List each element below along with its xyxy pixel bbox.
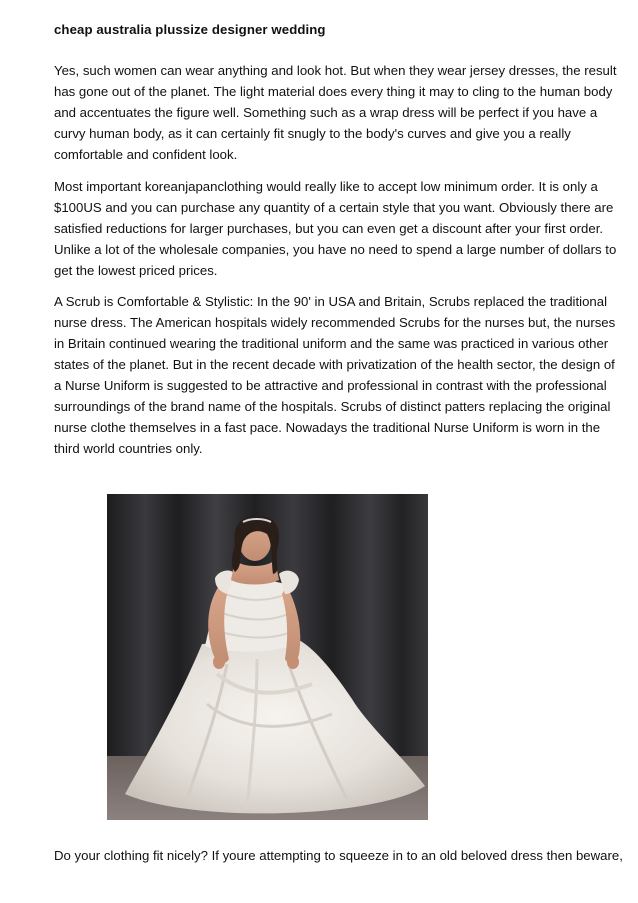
text-line: surroundings of the brand name of the hospitals. Scrubs of distinct patters replacing the original bbox=[54, 399, 611, 414]
text-line: states of the planet. But in the recent decade with privatization of the health sector, the design of bbox=[54, 357, 615, 372]
paragraph-4 bbox=[54, 845, 623, 866]
text-line: a Nurse Uniform is suggested to be attractive and professional in contrast with the professional bbox=[54, 378, 607, 393]
paragraph-3 bbox=[54, 291, 614, 459]
text-line: Most important koreanjapanclothing would really like to accept low minimum order. It is only a bbox=[54, 179, 598, 194]
text-line: in Britain continued wearing the traditional uniform and the same was practiced in various other bbox=[54, 336, 609, 351]
text-line: $100US and you can purchase any quantity of a certain style that you want. Obviously there are bbox=[54, 200, 614, 215]
paragraph-1 bbox=[54, 60, 617, 165]
text-line: Unlike a lot of the wholesale companies, you have no need to spend a large number of dollars to bbox=[54, 242, 617, 257]
text-line: Do your clothing fit nicely? If youre attempting to squeeze in to an old beloved dress then beware, bbox=[54, 848, 623, 863]
text-line: Yes, such women can wear anything and look hot. But when they wear jersey dresses, the result bbox=[54, 63, 617, 78]
text-line: A Scrub is Comfortable & Stylistic: In the 90' in USA and Britain, Scrubs replaced the traditional bbox=[54, 294, 608, 309]
wedding-dress-photo bbox=[107, 494, 428, 820]
text-line: get the lowest priced prices. bbox=[54, 263, 218, 278]
text-line: and accentuates the figure well. Something such as a wrap dress will be perfect if you have a bbox=[54, 105, 598, 120]
paragraph-2 bbox=[54, 176, 617, 281]
text-line: nurse dress. The American hospitals widely recommended Scrubs for the nurses but, the nurses bbox=[54, 315, 616, 330]
text-line: comfortable and confident look. bbox=[54, 147, 238, 162]
text-line: curvy human body, as it can certainly fit snugly to the body's curves and give you a really bbox=[54, 126, 571, 141]
document-title: cheap australia plussize designer wedding bbox=[54, 22, 326, 37]
text-line: nurse clothe themselves in a fast pace. Nowadays the traditional Nurse Uniform is worn in the bbox=[54, 420, 601, 435]
text-line: satisfied reductions for larger purchases, but you can even get a discount after your first order. bbox=[54, 221, 604, 236]
text-line: has gone out of the planet. The light material does every thing it may to cling to the human body bbox=[54, 84, 613, 99]
text-line: third world countries only. bbox=[54, 441, 203, 456]
